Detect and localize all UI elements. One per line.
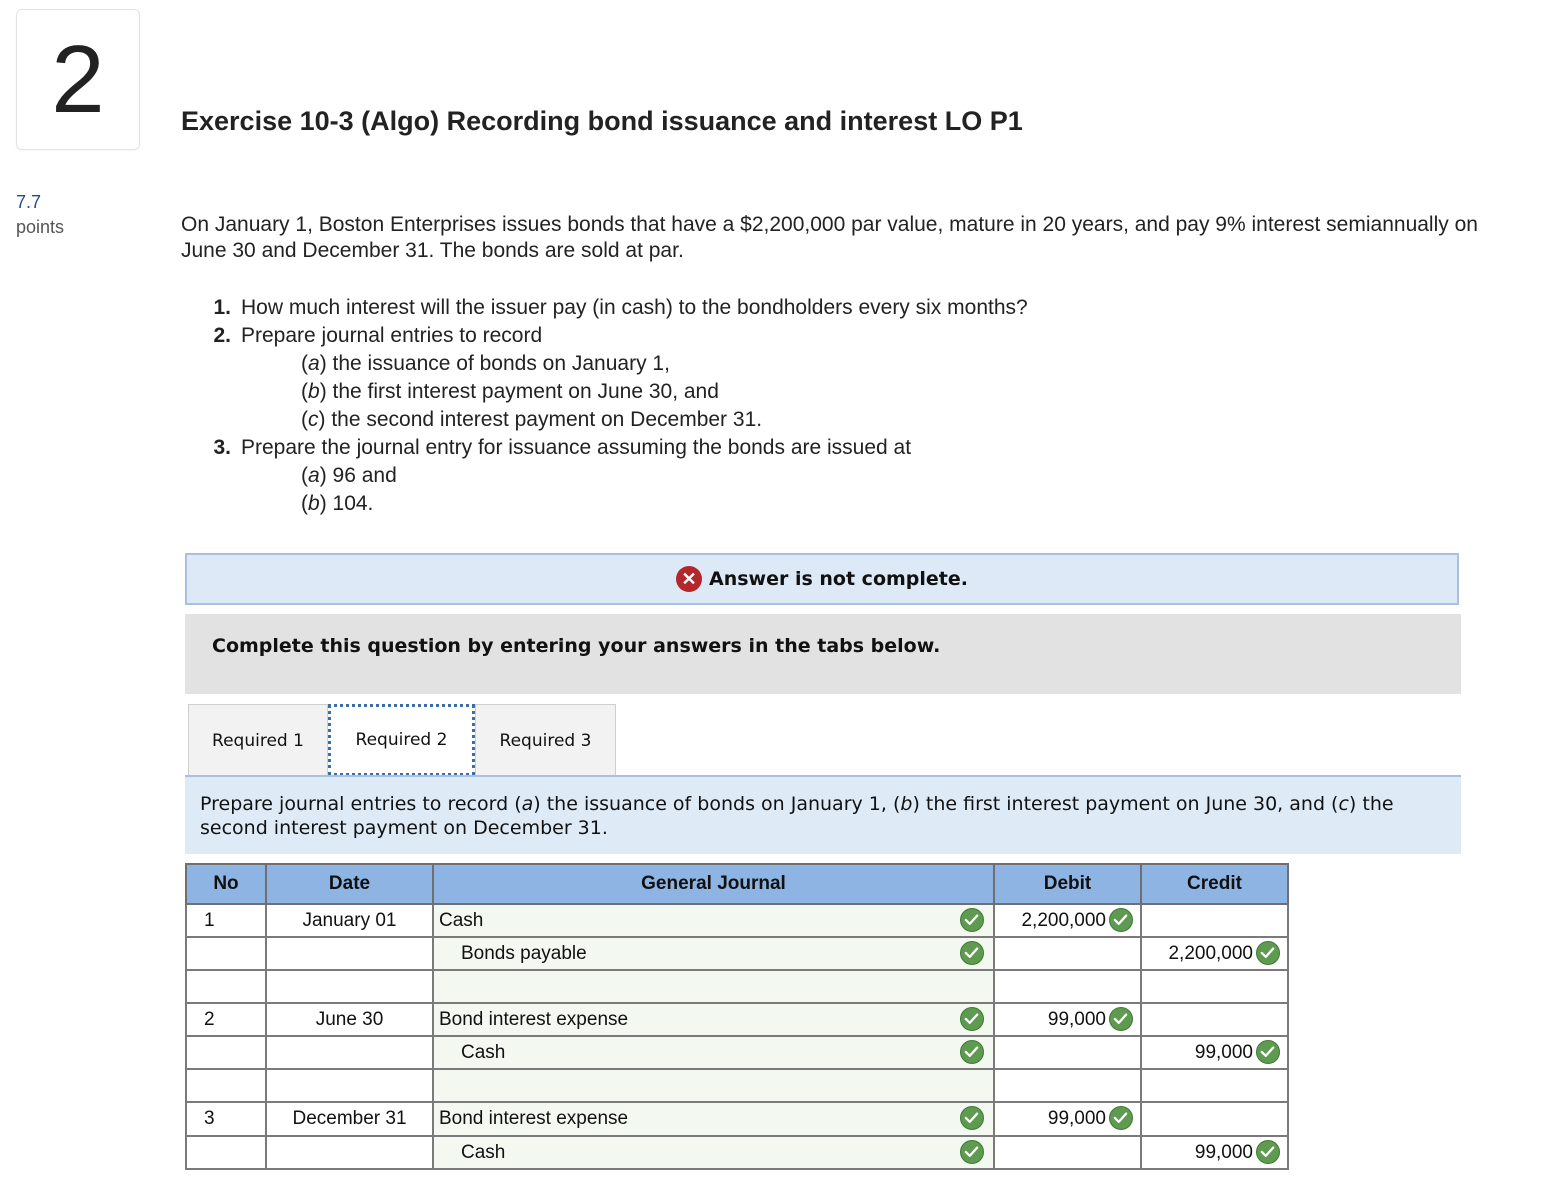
account-name: Cash: [439, 910, 484, 931]
entry-number-cell: [186, 1136, 266, 1169]
correct-check-icon: [1109, 1007, 1133, 1031]
debit-cell[interactable]: [994, 937, 1141, 970]
question-number-card: [16, 9, 140, 150]
debit-cell[interactable]: [994, 1102, 1141, 1136]
debit-cell[interactable]: [994, 904, 1141, 937]
journal-row: [186, 1003, 1288, 1036]
exercise-title: Exercise 10-3 (Algo) Recording bond issuance and interest LO P1: [181, 106, 1023, 136]
col-header-date: Date: [266, 864, 433, 904]
question-number: 2: [51, 26, 105, 133]
debit-cell[interactable]: [994, 1036, 1141, 1069]
correct-check-icon: [1256, 1140, 1280, 1164]
date-cell[interactable]: [266, 1036, 433, 1069]
points-value: 7.7: [16, 192, 42, 212]
answer-status-banner: [185, 553, 1459, 605]
account-cell[interactable]: [433, 1102, 994, 1136]
credit-amount: 99,000: [1194, 1041, 1253, 1063]
journal-row: [186, 904, 1288, 937]
tab-required-1[interactable]: Required 1: [188, 704, 328, 776]
journal-row: [186, 1136, 1288, 1169]
date-cell[interactable]: [266, 1136, 433, 1169]
points-label: points: [16, 217, 65, 237]
debit-cell[interactable]: [994, 1069, 1141, 1102]
correct-check-icon: [960, 1140, 984, 1164]
instruction-text: Complete this question by entering your answers in the tabs below.: [212, 635, 941, 657]
entry-number-cell: [186, 1069, 266, 1102]
journal-row: [186, 1036, 1288, 1069]
debit-amount: 99,000: [1047, 1108, 1106, 1129]
account-name: Bonds payable: [461, 943, 587, 964]
date-cell[interactable]: [266, 937, 433, 970]
entry-number-cell: 1: [186, 904, 266, 937]
correct-check-icon: [1256, 1040, 1280, 1064]
correct-check-icon: [960, 941, 984, 965]
correct-check-icon: [960, 1007, 984, 1031]
journal-header-row: [186, 864, 1288, 904]
entry-number-cell: [186, 1036, 266, 1069]
credit-cell[interactable]: [1141, 1136, 1288, 1169]
account-cell[interactable]: [433, 1036, 994, 1069]
credit-cell[interactable]: [1141, 1003, 1288, 1036]
account-cell[interactable]: [433, 1069, 994, 1102]
account-cell[interactable]: [433, 904, 994, 937]
date-cell[interactable]: [266, 1069, 433, 1102]
tab-prompt-text: Prepare journal entries to record (a) the issuance of bonds on January 1, (b) the first interest payment on June 30, and (c) the second interest payment on December 31.: [200, 793, 1394, 839]
x-circle-icon: ✕: [676, 566, 702, 592]
account-cell[interactable]: [433, 937, 994, 970]
credit-cell[interactable]: [1141, 1102, 1288, 1136]
entry-number-cell: 3: [186, 1102, 266, 1136]
correct-check-icon: [960, 908, 984, 932]
correct-check-icon: [1109, 1106, 1133, 1130]
instruction-panel: [185, 614, 1461, 694]
credit-amount: 2,200,000: [1168, 942, 1253, 964]
col-header-debit: Debit: [994, 864, 1141, 904]
journal-row: [186, 937, 1288, 970]
correct-check-icon: [960, 1106, 984, 1130]
tab-prompt-panel: [185, 777, 1461, 854]
credit-amount: 99,000: [1194, 1141, 1253, 1163]
general-journal-table: [185, 863, 1289, 1170]
answer-status-text: Answer is not complete.: [709, 568, 968, 590]
date-cell[interactable]: December 31: [266, 1102, 433, 1136]
account-cell[interactable]: [433, 1003, 994, 1036]
account-name: Bond interest expense: [439, 1108, 629, 1129]
debit-amount: 99,000: [1047, 1008, 1106, 1030]
date-cell[interactable]: January 01: [266, 904, 433, 937]
credit-cell[interactable]: [1141, 1069, 1288, 1102]
entry-number-cell: [186, 970, 266, 1003]
tab-required-3[interactable]: Required 3: [475, 704, 616, 776]
account-cell[interactable]: [433, 1136, 994, 1169]
account-name: Cash: [461, 1142, 506, 1163]
account-cell[interactable]: [433, 970, 994, 1003]
credit-cell[interactable]: [1141, 937, 1288, 970]
credit-cell[interactable]: [1141, 904, 1288, 937]
debit-amount: 2,200,000: [1021, 909, 1106, 931]
debit-cell[interactable]: [994, 970, 1141, 1003]
credit-cell[interactable]: [1141, 970, 1288, 1003]
journal-row: [186, 1069, 1288, 1102]
journal-row: [186, 970, 1288, 1003]
journal-row: [186, 1102, 1288, 1136]
entry-number-cell: [186, 937, 266, 970]
correct-check-icon: [1109, 908, 1133, 932]
debit-cell[interactable]: [994, 1003, 1141, 1036]
debit-cell[interactable]: [994, 1136, 1141, 1169]
col-header-no: No: [186, 864, 266, 904]
account-name: Cash: [461, 1042, 506, 1063]
exercise-intro: On January 1, Boston Enterprises issues bonds that have a $2,200,000 par value, mature in 20 years, and pay 9% interest semiannually on June 30 and December 31. The bonds are sold at par.: [181, 213, 1478, 262]
col-header-general-journal: General Journal: [433, 864, 994, 904]
date-cell[interactable]: June 30: [266, 1003, 433, 1036]
correct-check-icon: [1256, 941, 1280, 965]
date-cell[interactable]: [266, 970, 433, 1003]
account-name: Bond interest expense: [439, 1009, 629, 1030]
credit-cell[interactable]: [1141, 1036, 1288, 1069]
col-header-credit: Credit: [1141, 864, 1288, 904]
correct-check-icon: [960, 1040, 984, 1064]
tab-required-2[interactable]: Required 2: [328, 704, 475, 776]
entry-number-cell: 2: [186, 1003, 266, 1036]
